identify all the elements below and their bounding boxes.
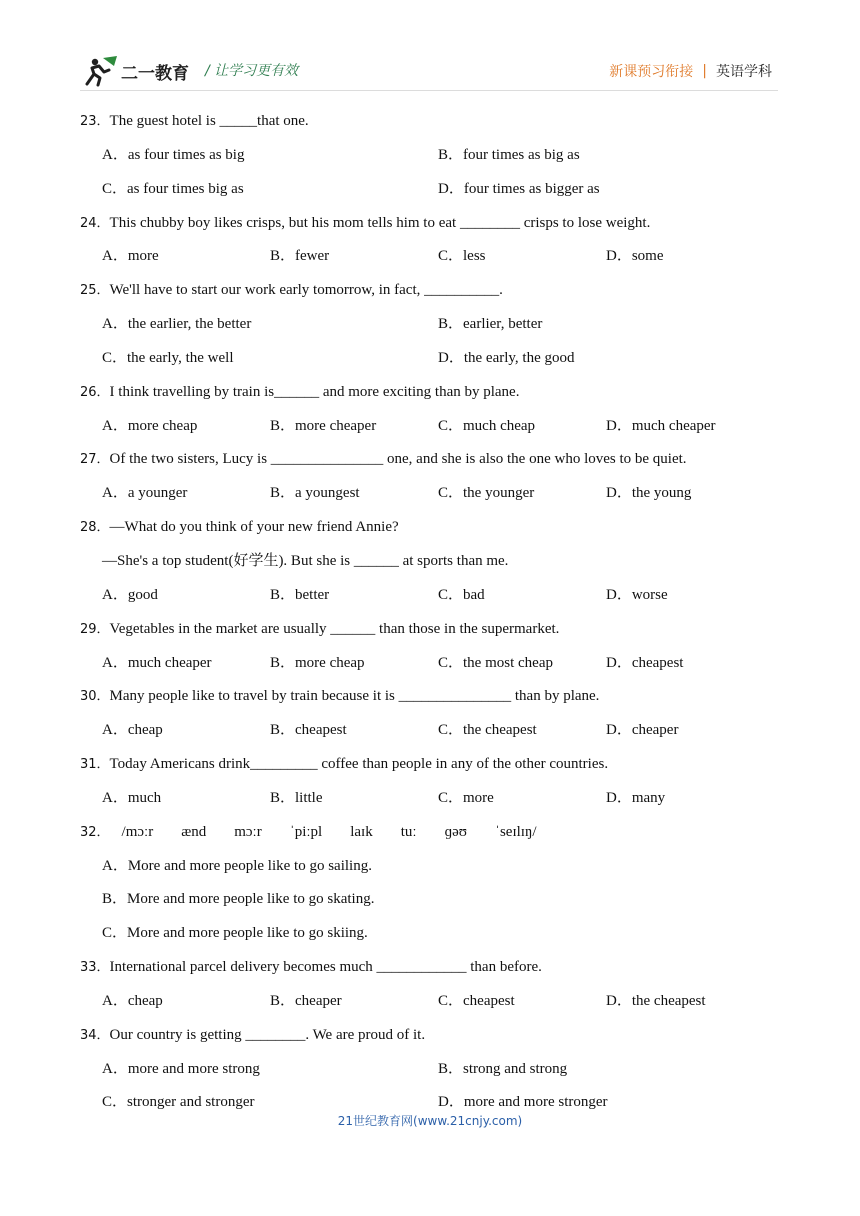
question-24 <box>80 207 780 275</box>
options-row <box>80 579 780 613</box>
question-stem-line <box>80 443 780 477</box>
option-b[interactable]: B．More and more people like to go skating. <box>102 891 375 908</box>
option-b[interactable]: B．a youngest <box>270 485 360 502</box>
question-number: 31． <box>80 757 110 773</box>
question-26 <box>80 376 780 444</box>
question-subline: —She's a top student(好学生). But she is ______ at sports than me. <box>102 552 509 569</box>
option-b[interactable]: B．cheapest <box>270 722 347 739</box>
option-a[interactable]: A．much <box>102 789 162 806</box>
option-c[interactable]: C．much cheap <box>438 417 536 434</box>
question-stem-line <box>80 951 780 985</box>
brand-logo <box>83 54 193 88</box>
option-b[interactable]: B．strong and strong <box>438 1060 568 1077</box>
options-row <box>80 850 780 884</box>
question-stem-line <box>80 511 780 545</box>
options-row <box>80 883 780 917</box>
question-stem: The guest hotel is _____that one. <box>109 113 309 129</box>
question-stem: This chubby boy likes crisps, but his mom tells him to eat ________ crisps to lose weight. <box>109 214 651 231</box>
phonetic-word: /mɔːr <box>121 823 154 840</box>
option-d[interactable]: D．cheaper <box>606 722 679 739</box>
question-stem: International parcel delivery becomes much ____________ than before. <box>109 959 542 976</box>
phonetic-word: ˈseɪlɪŋ/ <box>494 823 537 840</box>
option-d[interactable]: D．many <box>606 789 666 806</box>
option-b[interactable]: B．cheaper <box>270 992 342 1009</box>
option-c[interactable]: C．More and more people like to go skiing. <box>102 925 368 942</box>
question-stem-line <box>80 207 780 241</box>
question-23 <box>80 105 780 207</box>
option-c[interactable]: C．stronger and stronger <box>102 1094 255 1111</box>
question-number: 26． <box>80 384 110 400</box>
question-stem: Our country is getting ________. We are proud of it. <box>109 1026 426 1043</box>
question-number: 27． <box>80 452 110 468</box>
options-row <box>80 1053 780 1087</box>
options-row <box>80 647 780 681</box>
question-stem-line <box>80 613 780 647</box>
question-stem: Vegetables in the market are usually ______ than those in the supermarket. <box>109 620 560 637</box>
option-a[interactable]: A．as four times as big <box>102 146 245 163</box>
question-stem-line <box>80 748 780 782</box>
option-c[interactable]: C．more <box>438 789 494 806</box>
option-a[interactable]: A．good <box>102 586 158 603</box>
option-a[interactable]: A．More and more people like to go sailing. <box>102 857 372 874</box>
option-d[interactable]: D．cheapest <box>606 654 684 671</box>
phonetic-word: ˈpiːpl <box>289 823 323 840</box>
question-number: 29． <box>80 621 110 637</box>
question-number: 24． <box>80 215 110 231</box>
option-c[interactable]: C．the cheapest <box>438 722 537 739</box>
question-stem: Today Americans drink_________ coffee than people in any of the other countries. <box>109 756 609 773</box>
question-number: 28． <box>80 520 110 536</box>
options-row <box>80 240 780 274</box>
question-stem: Of the two sisters, Lucy is _______________ one, and she is also the one who loves to be quiet. <box>109 451 687 468</box>
option-b[interactable]: B．earlier, better <box>438 316 543 333</box>
question-28 <box>80 511 780 613</box>
option-d[interactable]: D．worse <box>606 586 668 603</box>
question-32 <box>80 816 780 951</box>
question-number: 25． <box>80 283 110 299</box>
question-stem-line <box>80 105 780 139</box>
option-c[interactable]: C．less <box>438 248 486 265</box>
question-25 <box>80 274 780 376</box>
question-30 <box>80 680 780 748</box>
runner-icon <box>87 56 117 85</box>
question-stem-line <box>80 274 780 308</box>
options-row <box>80 917 780 951</box>
question-stem: Many people like to travel by train because it is _______________ than by plane. <box>109 688 600 705</box>
subject-label: 英语学科 <box>716 64 772 80</box>
question-stem: I think travelling by train is______ and more exciting than by plane. <box>109 383 520 400</box>
option-c[interactable]: C．as four times big as <box>102 180 244 197</box>
option-c[interactable]: C．the most cheap <box>438 654 553 671</box>
question-list <box>80 105 780 1120</box>
option-a[interactable]: A．much cheaper <box>102 654 212 671</box>
course-label: 新课预习衔接 <box>609 64 694 80</box>
option-c[interactable]: C．bad <box>438 586 485 603</box>
option-a[interactable]: A．more <box>102 248 159 265</box>
option-d[interactable]: D．the cheapest <box>606 992 706 1009</box>
page-footer: 21世纪教育网(www.21cnjy.com) <box>337 1114 523 1128</box>
option-d[interactable]: D．much cheaper <box>606 417 716 434</box>
question-stem: We'll have to start our work early tomorrow, in fact, __________. <box>109 282 503 299</box>
slogan: / 让学习更有效 <box>205 63 299 79</box>
question-stem-line <box>80 1019 780 1053</box>
options-row <box>80 985 780 1019</box>
question-34 <box>80 1019 780 1121</box>
option-c[interactable]: C．the early, the well <box>102 349 234 366</box>
option-c[interactable]: C．cheapest <box>438 992 515 1009</box>
phonetic-word: laɪk <box>350 823 373 840</box>
question-number: 30． <box>80 689 110 705</box>
option-b[interactable]: B．little <box>270 789 323 806</box>
option-a[interactable]: A．more cheap <box>102 417 198 434</box>
phonetic-word: ænd <box>181 823 207 840</box>
option-a[interactable]: A．the earlier, the better <box>102 316 252 333</box>
question-number: 33． <box>80 960 110 976</box>
option-d[interactable]: D．some <box>606 248 664 265</box>
option-a[interactable]: A．more and more strong <box>102 1060 260 1077</box>
option-a[interactable]: A．cheap <box>102 992 163 1009</box>
question-29 <box>80 613 780 681</box>
options-row <box>80 714 780 748</box>
question-number: 23． <box>80 114 110 129</box>
option-a[interactable]: A．a younger <box>102 485 188 502</box>
question-stem: —What do you think of your new friend Annie? <box>109 519 399 536</box>
phonetic-word: mɔːr <box>234 823 262 840</box>
option-b[interactable]: B．better <box>270 586 330 603</box>
option-b[interactable]: B．more cheap <box>270 654 365 671</box>
question-number: 34． <box>80 1027 110 1043</box>
phonetic-word: ɡəʊ <box>444 823 467 840</box>
header-divider <box>80 90 778 91</box>
question-number: 32． <box>80 824 110 840</box>
option-b[interactable]: B．four times as big as <box>438 146 580 163</box>
phonetic-word: tuː <box>400 823 417 840</box>
question-27 <box>80 443 780 511</box>
options-row <box>80 342 780 376</box>
options-row <box>80 477 780 511</box>
options-row <box>80 308 780 342</box>
phonetic-line <box>80 816 780 850</box>
options-row <box>80 782 780 816</box>
option-d[interactable]: D．the early, the good <box>438 349 575 366</box>
question-31 <box>80 748 780 816</box>
question-stem-line <box>80 376 780 410</box>
option-d[interactable]: D．four times as bigger as <box>438 180 600 197</box>
option-d[interactable]: D．more and more stronger <box>438 1094 608 1111</box>
header-right <box>609 61 772 81</box>
option-d[interactable]: D．the young <box>606 485 692 502</box>
options-row <box>80 173 780 207</box>
question-33 <box>80 951 780 1019</box>
option-a[interactable]: A．cheap <box>102 722 163 739</box>
options-row <box>80 410 780 444</box>
question-stem-line <box>80 680 780 714</box>
page-header <box>0 0 860 100</box>
brand-name: 二一教育 <box>121 64 189 84</box>
option-b[interactable]: B．fewer <box>270 248 330 265</box>
header-separator: | <box>702 63 707 79</box>
option-c[interactable]: C．the younger <box>438 485 535 502</box>
options-row <box>80 139 780 173</box>
option-b[interactable]: B．more cheaper <box>270 417 377 434</box>
